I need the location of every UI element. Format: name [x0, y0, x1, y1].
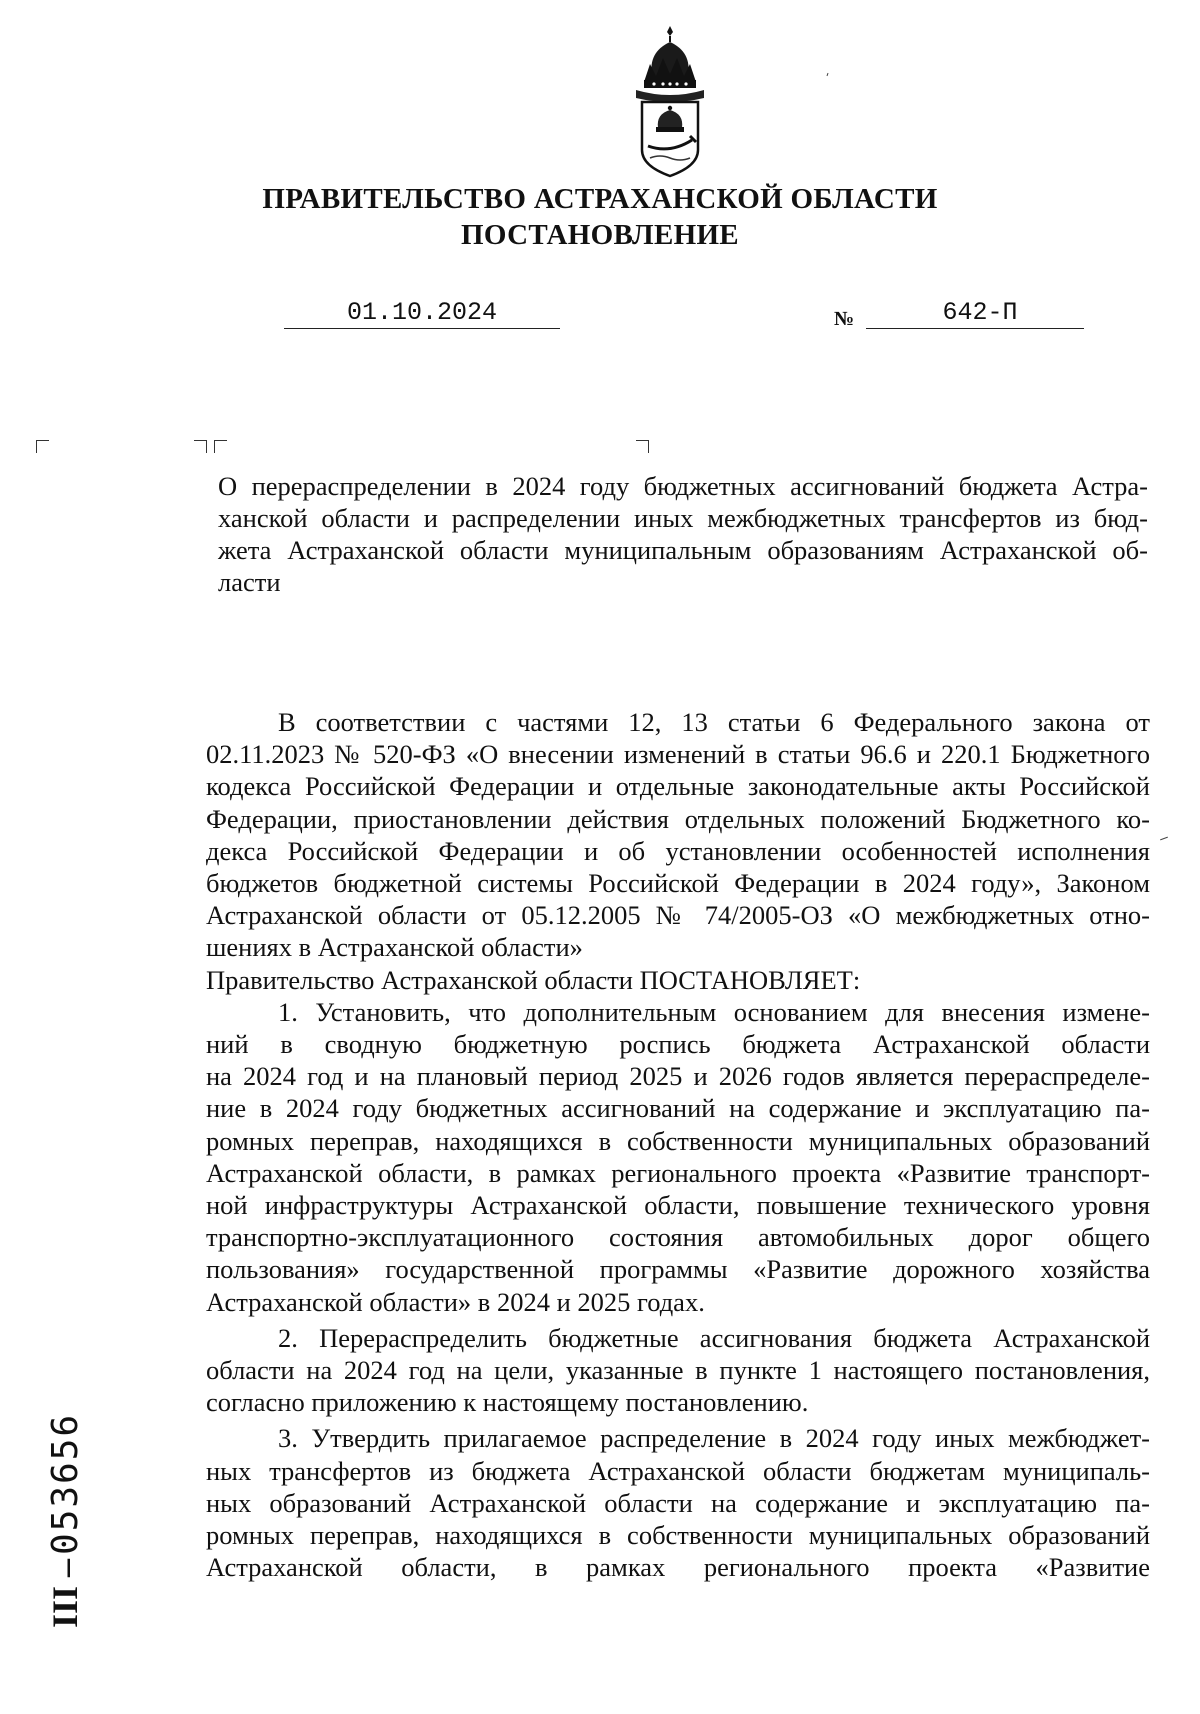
scan-speck [1160, 837, 1168, 841]
document-subject [218, 470, 1148, 598]
form-serial-number [44, 1105, 94, 1628]
subject-line: ханской области и распределении иных межбюджетных трансфертов из бюд- [218, 503, 1148, 533]
clause-1-line: 1. Установить, что дополнительным основанием для внесения измене- [278, 996, 1150, 1027]
body-line: Федерации, приостановлении действия отдельных положений Бюджетного ко- [206, 803, 1150, 834]
clause-1-line: транспортно-эксплуатационного состояния автомобильных дорог общего [206, 1222, 1150, 1253]
number-underline [866, 328, 1084, 329]
subject-corner-mark [214, 440, 227, 453]
clause-1-line: ние в 2024 году бюджетных ассигнований на содержание и эксплуатацию па- [206, 1093, 1150, 1124]
clause-1-line: пользования» государственной программы «Развитие дорожного хозяйства [206, 1254, 1150, 1285]
document-number: 642-П [942, 298, 1018, 327]
clause-2-line: области на 2024 год на цели, указанные в пункте 1 настоящего постановления, [206, 1355, 1150, 1386]
document-type-title: ПОСТАНОВЛЕНИЕ [461, 219, 739, 251]
body-line: Астраханской области от 05.12.2005 № 74/2005-ОЗ «О межбюджетных отно- [206, 900, 1150, 931]
clause-3-line: ных трансфертов из бюджета Астраханской области бюджетам муниципаль- [206, 1455, 1150, 1486]
date-underline [284, 328, 560, 329]
clause-2-line: согласно приложению к настоящему постановлению. [206, 1387, 809, 1418]
address-corner-mark [194, 440, 207, 453]
organization-title: ПРАВИТЕЛЬСТВО АСТРАХАНСКОЙ ОБЛАСТИ [262, 183, 938, 215]
body-line: шениях в Астраханской области» [206, 932, 583, 963]
clause-1-line: ной инфраструктуры Астраханской области, повышение технического уровня [206, 1190, 1150, 1221]
subject-corner-mark [636, 440, 649, 453]
body-line: декса Российской Федерации и об установлении особенностей исполнения [206, 835, 1150, 866]
clause-3-line: Астраханской области, в рамках регионального проекта «Развитие [206, 1552, 1150, 1583]
body-line: кодекса Российской Федерации и отдельные законодательные акты Российской [206, 771, 1150, 802]
coat-of-arms-emblem [630, 24, 710, 180]
address-corner-mark [36, 440, 49, 453]
scan-speck [827, 73, 829, 76]
body-line: 02.11.2023 № 520-ФЗ «О внесении изменений в статьи 96.6 и 220.1 Бюджетного [206, 739, 1150, 770]
subject-line: жета Астраханской области муниципальным образованиям Астраханской об- [218, 535, 1148, 565]
clause-1-line: ний в сводную бюджетную роспись бюджета Астраханской области [206, 1029, 1150, 1060]
body-line: бюджетов бюджетной системы Российской Федерации в 2024 году», Законом [206, 868, 1150, 899]
document-body [206, 706, 1150, 1583]
serial-prefix: ІІІ – [45, 1558, 85, 1628]
body-line: В соответствии с частями 12, 13 статьи 6 Федерального закона от [278, 707, 1150, 737]
clause-1-line: Астраханской области, в рамках регионального проекта «Развитие транспорт- [206, 1157, 1150, 1188]
clause-1-line: на 2024 год и на плановый период 2025 и 2026 годов является перераспределе- [206, 1061, 1150, 1092]
clause-1-line: Астраханской области» в 2024 и 2025 годах. [206, 1286, 705, 1317]
clause-2-line: 2. Перераспределить бюджетные ассигнования бюджета Астраханской [278, 1322, 1150, 1353]
clause-3-line: ных образований Астраханской области на содержание и эксплуатацию па- [206, 1487, 1150, 1518]
resolution-line: Правительство Астраханской области ПОСТАНОВЛЯЕТ: [206, 964, 861, 995]
number-label: № [834, 308, 855, 330]
clause-3-line: 3. Утвердить прилагаемое распределение в 2024 году иных межбюджет- [278, 1423, 1150, 1454]
clause-1-line: ромных переправ, находящихся в собственности муниципальных образований [206, 1125, 1150, 1156]
document-date: 01.10.2024 [346, 298, 498, 327]
subject-line: О перераспределении в 2024 году бюджетных ассигнований бюджета Астра- [218, 471, 1148, 501]
serial-number: 053656 [45, 1412, 86, 1555]
clause-3-line: ромных переправ, находящихся в собственности муниципальных образований [206, 1520, 1150, 1551]
subject-line: ласти [218, 567, 281, 597]
